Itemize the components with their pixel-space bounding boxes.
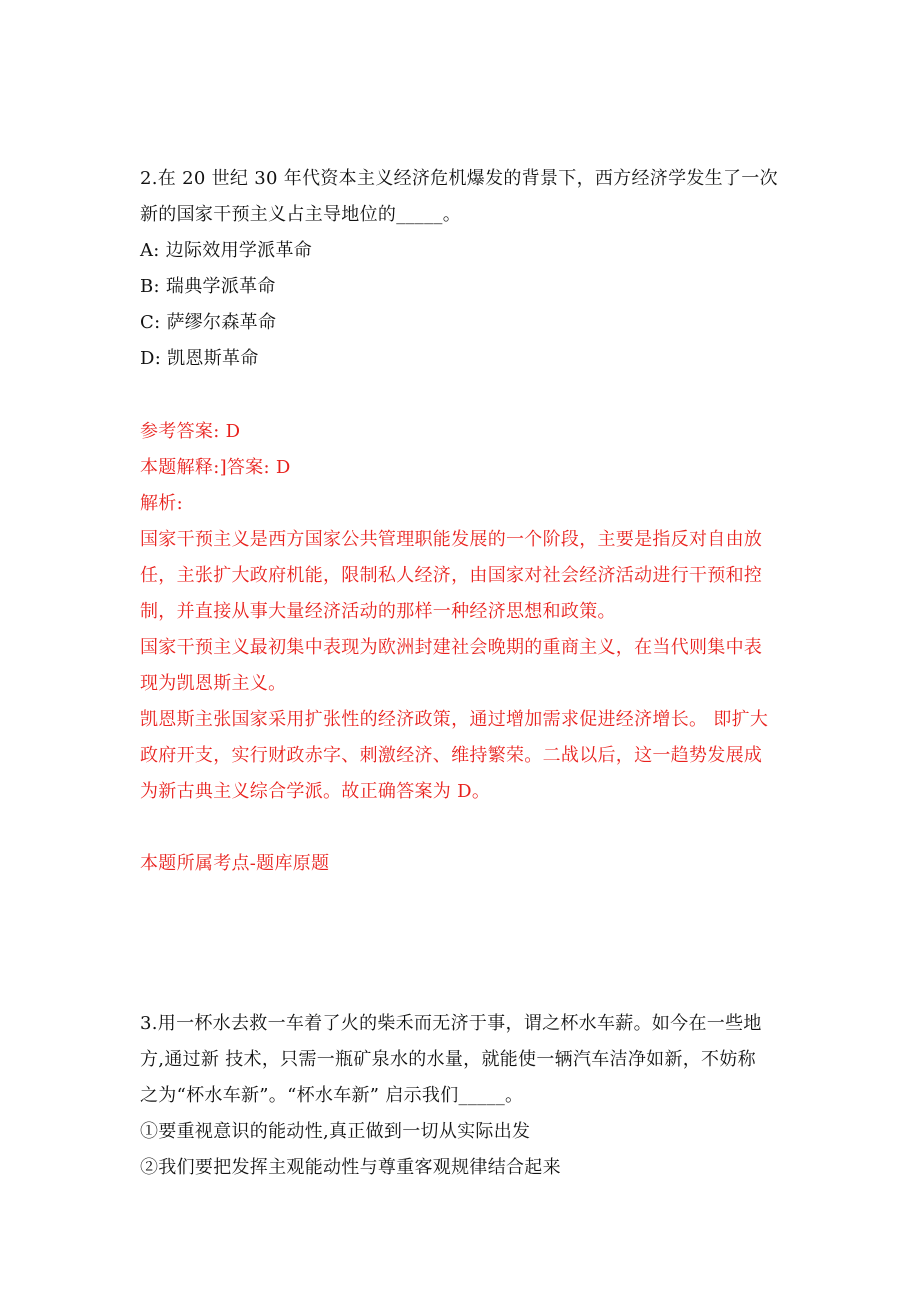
reference-answer: 参考答案: D [140,421,241,442]
question-3-item-2: ②我们要把发挥主观能动性与尊重客观规律结合起来 [140,1157,561,1178]
option-b: B: 瑞典学派革命 [140,276,276,297]
question-3-stem-line-2: 方,通过新 技术，只需一瓶矿泉水的水量，就能使一辆汽车洁净如新，不妨称 [140,1049,756,1070]
option-c: C: 萨缪尔森革命 [140,312,277,333]
question-2-stem-line-1: 2.在 20 世纪 30 年代资本主义经济危机爆发的背景下，西方经济学发生了一次 [140,168,778,189]
question-3-stem-line-3: 之为“杯水车新”。“杯水车新” 启示我们_____。 [140,1085,524,1106]
question-3-item-1: ①要重视意识的能动性,真正做到一切从实际出发 [140,1121,531,1142]
analysis-line: 制，并直接从事大量经济活动的那样一种经济思想和政策。 [140,601,616,622]
topic-label: 本题所属考点-题库原题 [140,853,330,874]
analysis-line: 政府开支，实行财政赤字、刺激经济、维持繁荣。二战以后，这一趋势发展成 [140,745,763,766]
explanation-header: 本题解释:]答案: D [140,457,291,478]
option-d: D: 凯恩斯革命 [140,348,259,369]
question-3-stem-line-1: 3.用一杯水去救一车着了火的柴禾而无济于事，谓之杯水车薪。如今在一些地 [140,1013,762,1034]
analysis-line: 国家干预主义最初集中表现为欧洲封建社会晚期的重商主义，在当代则集中表 [140,637,763,658]
analysis-line: 为新古典主义综合学派。故正确答案为 D。 [140,781,491,802]
analysis-line: 现为凯恩斯主义。 [140,673,287,694]
analysis-line: 国家干预主义是西方国家公共管理职能发展的一个阶段，主要是指反对自由放 [140,529,763,550]
analysis-label: 解析: [140,493,183,514]
option-a: A: 边际效用学派革命 [140,240,313,261]
question-2-stem-line-2: 新的国家干预主义占主导地位的_____。 [140,204,461,225]
analysis-line: 凯恩斯主张国家采用扩张性的经济政策，通过增加需求促进经济增长。 即扩大 [140,709,769,730]
analysis-line: 任，主张扩大政府机能，限制私人经济，由国家对社会经济活动进行干预和控 [140,565,763,586]
